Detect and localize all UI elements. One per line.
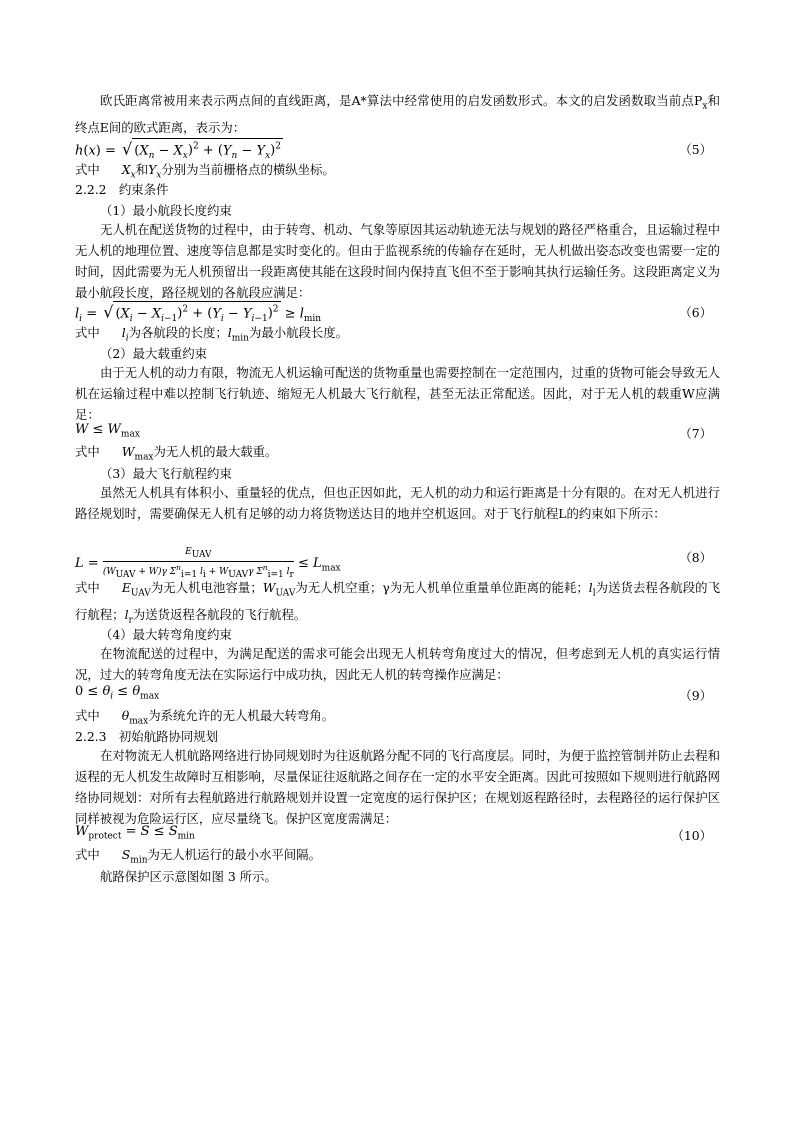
paragraph-figure-ref: 航路保护区示意图如图 3 所示。 — [100, 869, 277, 884]
equation-number: （10） — [671, 828, 712, 843]
note-eq5: 式中 $X_x$和$Y_x$分别为当前栅格点的横纵坐标。 — [75, 162, 335, 181]
equation-number: （6） — [679, 305, 712, 320]
section-heading-2-2-3: 2.2.3 初始航路协同规划 — [75, 729, 219, 744]
equation-9: $0 \le \theta_i \le \theta_{max}$ （9） — [75, 684, 712, 703]
paragraph-max-range: 虽然无人机具有体积小、重量轻的优点，但也正因如此，无人机的动力和运行距离是十分有限的。在对无人机进行路径规划时，需要确保无人机有足够的动力将货物送达目的地并空机返回。对于飞行航程L的约束如下所示： — [75, 485, 720, 521]
equation-7: $W \le W_{max}$ （7） — [75, 422, 712, 441]
equation-number: （5） — [679, 142, 712, 157]
paragraph-min-segment: 无人机在配送货物的过程中，由于转弯、机动、气象等原因其运动轨迹无法与规划的路径严格重合，且运输过程中无人机的地理位置、速度等信息都是实时变化的。但由于监视系统的传输存在延时，无人机做出姿态改变也需要一定的时间，因此需要为无人机预留出一段距离使其能在这段时间内保持直飞但不至于影响其执行运输任务。这段距离定义为最小航段长度，路径规划的各航段应满足： — [75, 222, 720, 300]
note-eq10: 式中 $S_{min}$为无人机运行的最小水平间隔。 — [75, 847, 321, 866]
paragraph-max-load: 由于无人机的动力有限，物流无人机运输可配送的货物重量也需要控制在一定范围内，过重的货物可能会导致无人机在运输过程中难以控制飞行轨迹、缩短无人机最大飞行航程，甚至无法正常配送。因此，对于无人机的载重W应满足： — [75, 365, 720, 422]
subheading-max-range: （3）最大飞行航程约束 — [100, 466, 232, 481]
subheading-min-segment: （1）最小航段长度约束 — [100, 203, 232, 218]
equation-5: h(x) = √ $(X_n - X_x)^2 + (Y_n - Y_x)^2$ （5） — [75, 136, 720, 160]
paragraph-coordination: 在对物流无人机航路网络进行协同规划时为往返航路分配不同的飞行高度层。同时，为便于监控管制并防止去程和返程的无人机发生故障时互相影响，尽量保证往返航路之间存在一定的水平安全距离。因此可按照如下规则进行航路网络协同规划：对所有去程航路进行航路规划并设置一定宽度的运行保护区；在规划返程路径时，去程路径的运行保护区同样被视为危险运行区，应尽量绕飞。保护区宽度需满足： — [75, 748, 720, 826]
equation-6: $l_i$ = √ $(X_i - X_{i-1})^2 + (Y_i - Y_{i-1})^2 \ge l_{min}$ （6） — [75, 299, 720, 323]
paragraph-heuristic: 欧氏距离常被用来表示两点间的直线距离，是A*算法中经常使用的启发函数形式。本文的启发函数取当前点$P_x$和终点E间的欧式距离，表示为： — [75, 93, 721, 136]
note-eq7: 式中 $W_{max}$为无人机的最大载重。 — [75, 444, 278, 463]
equation-number: （9） — [679, 688, 712, 703]
section-heading-2-2-2: 2.2.2 约束条件 — [75, 182, 169, 197]
paragraph-max-turn: 在物流配送的过程中，为满足配送的需求可能会出现无人机转弯角度过大的情况，但考虑到无人机的真实运行情况，过大的转弯角度无法在实际运行中成功执，因此无人机的转弯操作应满足： — [75, 646, 720, 682]
equation-number: （8） — [679, 550, 712, 565]
note-eq6: 式中 $l_i$为各航段的长度；$l_{min}$为最小航段长度。 — [75, 325, 349, 344]
subheading-max-turn: （4）最大转弯角度约束 — [100, 627, 232, 642]
note-eq9: 式中 $\theta_{max}$为系统允许的无人机最大转弯角。 — [75, 708, 335, 727]
equation-10: $W_{protect} = S \le S_{min}$ （10） — [75, 824, 712, 843]
equation-8: L = $\frac{E_{UAV}}{(W_{UAV} + W)\gamma \Sigma^n_{i=1} l_i + W_{UAV}\gamma \Sigma^n_{i=1} l_r}$ ≤ $L_{max}$ （8） — [75, 547, 712, 580]
subheading-max-load: （2）最大载重约束 — [100, 346, 208, 361]
equation-number: （7） — [679, 426, 712, 441]
note-eq8: 式中 $E_{UAV}$为无人机电池容量；$W_{UAV}$为无人机空重；γ为无人机单位重量单位距离的能耗；$l_l$为送货去程各航段的飞行航程；$l_r$为送货返程各航段的飞行航程。 — [75, 580, 721, 626]
